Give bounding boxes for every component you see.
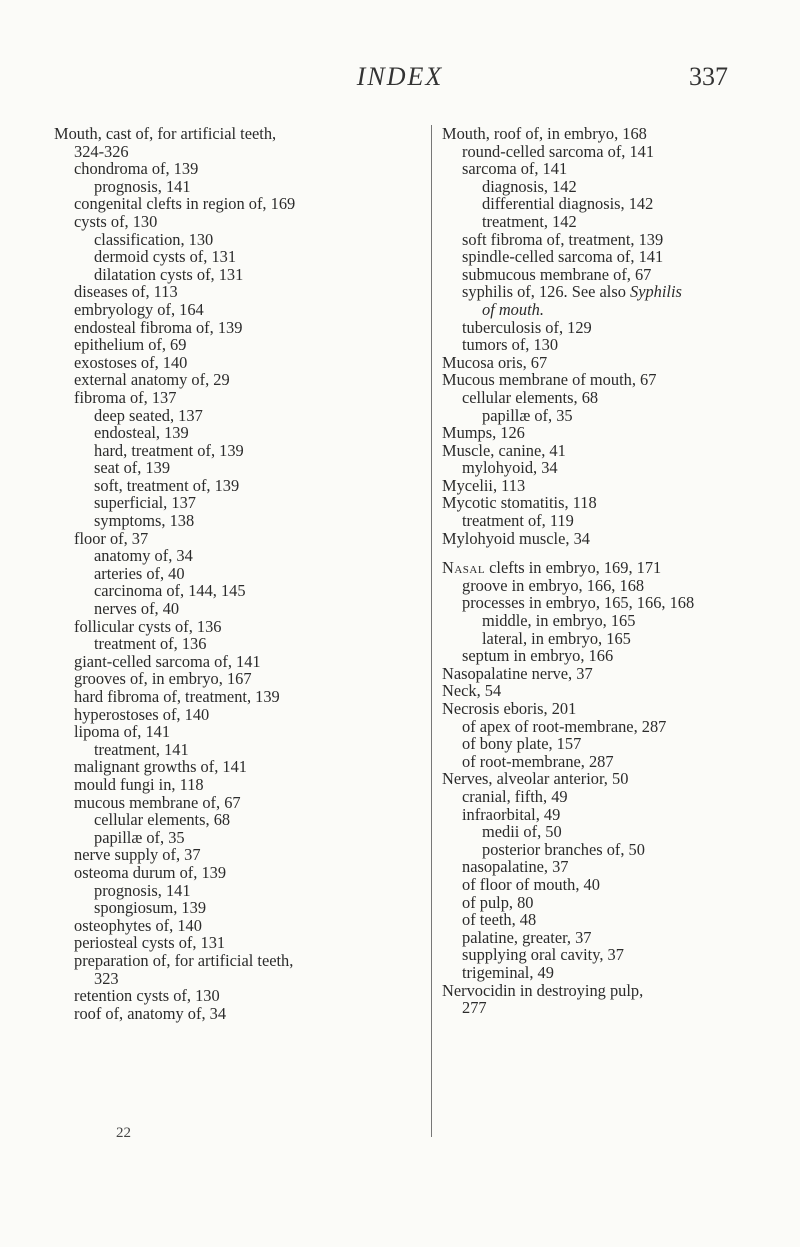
entry-text: Nervocidin in destroying pulp,	[442, 980, 644, 1000]
entry-text: treatment of, 136	[94, 634, 207, 654]
entry-text: of teeth, 48	[462, 910, 537, 930]
index-entry	[54, 530, 430, 548]
entry-text: Mumps, 126	[442, 423, 525, 443]
index-entry	[54, 582, 430, 600]
entry-text: Nerves, alveolar anterior, 50	[442, 769, 629, 789]
index-entry	[54, 723, 430, 741]
index-entry	[54, 143, 430, 161]
entry-text: mylohyoid, 34	[462, 458, 558, 478]
index-entry	[442, 577, 742, 595]
page-header	[0, 62, 800, 102]
index-entry	[442, 788, 742, 806]
entry-text: 277	[462, 998, 487, 1018]
index-entry	[54, 794, 430, 812]
index-entry	[54, 934, 430, 952]
index-entry	[54, 283, 430, 301]
entry-text: differential diagnosis, 142	[482, 194, 654, 214]
index-entry	[54, 899, 430, 917]
index-entry	[54, 178, 430, 196]
index-entry	[54, 512, 430, 530]
index-entry	[442, 354, 742, 372]
entry-text: Mycotic stomatitis, 118	[442, 493, 597, 513]
index-entry	[442, 647, 742, 665]
entry-text: Nasopalatine nerve, 37	[442, 663, 593, 683]
index-column-left	[54, 125, 430, 1022]
entry-text: cysts of, 130	[74, 211, 158, 231]
index-entry	[442, 630, 742, 648]
entry-text: cranial, fifth, 49	[462, 786, 568, 806]
index-entry	[54, 600, 430, 618]
entry-text: palatine, greater, 37	[462, 927, 592, 947]
index-entry	[54, 829, 430, 847]
entry-text: exostoses of, 140	[74, 352, 188, 372]
entry-text: syphilis of, 126. See also	[462, 282, 630, 302]
entry-text: Necrosis eboris, 201	[442, 699, 577, 718]
index-entry	[54, 688, 430, 706]
index-entry	[442, 389, 742, 407]
entry-text: fibroma of, 137	[74, 387, 177, 407]
entry-text: tuberculosis of, 129	[462, 317, 592, 337]
index-entry	[442, 718, 742, 736]
entry-text: treatment of, 119	[462, 511, 574, 531]
index-entry	[442, 512, 742, 530]
entry-text: osteoma durum of, 139	[74, 862, 227, 882]
index-entry	[54, 389, 430, 407]
index-entry	[442, 125, 742, 143]
entry-text: hard fibroma of, treatment, 139	[74, 687, 280, 706]
entry-text: Mouth, cast of, for artificial teeth,	[54, 124, 277, 143]
index-entry	[442, 682, 742, 700]
entry-text: Mucous membrane of mouth, 67	[442, 370, 657, 390]
entry-text: prognosis, 141	[94, 176, 191, 196]
index-entry	[442, 823, 742, 841]
entry-text: of pulp, 80	[462, 892, 534, 912]
running-title: INDEX	[356, 62, 444, 91]
index-entry	[442, 530, 742, 548]
index-entry	[54, 952, 430, 970]
index-entry	[54, 336, 430, 354]
entry-text: retention cysts of, 130	[74, 986, 220, 1006]
index-entry	[442, 143, 742, 161]
index-entry	[54, 547, 430, 565]
index-entry	[442, 459, 742, 477]
entry-text: infraorbital, 49	[462, 804, 561, 824]
entry-text: groove in embryo, 166, 168	[462, 575, 645, 595]
index-entry	[54, 706, 430, 724]
entry-text: seat of, 139	[94, 458, 171, 478]
entry-text: giant-celled sarcoma of, 141	[74, 651, 261, 671]
index-entry	[442, 319, 742, 337]
entry-text: grooves of, in embryo, 167	[74, 669, 252, 689]
entry-text: sarcoma of, 141	[462, 159, 568, 179]
entry-text: trigeminal, 49	[462, 962, 554, 982]
entry-text: hyperostoses of, 140	[74, 704, 210, 724]
entry-text: floor of, 37	[74, 528, 149, 548]
index-column-right	[442, 125, 742, 1017]
index-entry	[442, 964, 742, 982]
index-entry	[442, 982, 742, 1000]
entry-text: anatomy of, 34	[94, 546, 193, 566]
entry-text: septum in embryo, 166	[462, 646, 614, 666]
index-entry	[54, 248, 430, 266]
index-entry	[54, 213, 430, 231]
entry-text: clefts in embryo, 169, 171	[485, 558, 662, 578]
index-entry	[442, 407, 742, 425]
entry-text: nerves of, 40	[94, 599, 180, 619]
entry-text: congenital clefts in region of, 169	[74, 194, 296, 214]
signature-mark: 22	[116, 1125, 131, 1141]
entry-text: follicular cysts of, 136	[74, 616, 222, 636]
index-entry	[54, 846, 430, 864]
entry-text: epithelium of, 69	[74, 335, 187, 355]
index-entry	[54, 917, 430, 935]
entry-text: soft fibroma of, treatment, 139	[462, 229, 664, 249]
entry-text: spongiosum, 139	[94, 898, 207, 918]
page-number: 337	[689, 62, 728, 91]
index-entry	[442, 160, 742, 178]
entry-text: superficial, 137	[94, 493, 196, 513]
index-entry	[54, 424, 430, 442]
index-entry	[442, 911, 742, 929]
index-entry	[442, 195, 742, 213]
index-entry	[442, 594, 742, 612]
entry-text: spindle-celled sarcoma of, 141	[462, 247, 664, 267]
index-entry	[442, 753, 742, 771]
entry-text: dermoid cysts of, 131	[94, 247, 237, 267]
index-entry	[54, 1005, 430, 1023]
index-entry	[54, 301, 430, 319]
entry-text: cellular elements, 68	[462, 387, 599, 407]
index-entry	[54, 635, 430, 653]
entry-text: diseases of, 113	[74, 282, 178, 302]
index-entry	[54, 459, 430, 477]
entry-text: symptoms, 138	[94, 511, 195, 531]
index-entry	[442, 442, 742, 460]
index-entry	[54, 811, 430, 829]
entry-text: middle, in embryo, 165	[482, 611, 636, 631]
entry-text: Neck, 54	[442, 681, 502, 701]
entry-text: Mylohyoid muscle, 34	[442, 528, 590, 548]
index-entry	[442, 770, 742, 788]
index-entry	[54, 776, 430, 794]
entry-text: periosteal cysts of, 131	[74, 933, 226, 953]
index-entry	[54, 371, 430, 389]
entry-text: 323	[94, 968, 119, 988]
index-entry	[442, 999, 742, 1017]
entry-text: lipoma of, 141	[74, 722, 171, 742]
entry-text: of floor of mouth, 40	[462, 874, 600, 894]
entry-cross-reference: of mouth.	[482, 299, 544, 319]
entry-text: round-celled sarcoma of, 141	[462, 141, 655, 161]
index-entry	[442, 806, 742, 824]
entry-text: treatment, 141	[94, 739, 189, 759]
index-entry	[442, 283, 742, 301]
index-entry	[54, 882, 430, 900]
index-entry	[442, 336, 742, 354]
entry-text: of bony plate, 157	[462, 734, 582, 754]
index-entry	[442, 894, 742, 912]
index-entry	[442, 213, 742, 231]
entry-text: nerve supply of, 37	[74, 845, 201, 865]
entry-text: tumors of, 130	[462, 335, 559, 355]
index-entry	[54, 670, 430, 688]
entry-text: mucous membrane of, 67	[74, 792, 241, 812]
index-entry	[442, 477, 742, 495]
entry-text: deep seated, 137	[94, 405, 203, 425]
entry-text: papillæ of, 35	[482, 405, 573, 425]
entry-text: submucous membrane of, 67	[462, 264, 652, 284]
index-entry	[54, 741, 430, 759]
index-entry	[54, 442, 430, 460]
entry-text: external anatomy of, 29	[74, 370, 230, 390]
entry-text: of root-membrane, 287	[462, 751, 614, 771]
entry-text: malignant growths of, 141	[74, 757, 247, 777]
index-entry	[442, 735, 742, 753]
index-entry	[54, 494, 430, 512]
index-entry	[442, 858, 742, 876]
index-entry	[54, 231, 430, 249]
index-entry	[54, 354, 430, 372]
entry-text: medii of, 50	[482, 822, 562, 842]
index-entry	[54, 970, 430, 988]
entry-text: soft, treatment of, 139	[94, 475, 240, 495]
index-entry	[442, 841, 742, 859]
entry-text: cellular elements, 68	[94, 810, 231, 830]
entry-text: chondroma of, 139	[74, 159, 199, 179]
index-entry	[442, 494, 742, 512]
entry-text: Mucosa oris, 67	[442, 352, 548, 372]
index-entry	[442, 371, 742, 389]
entry-text: of apex of root-membrane, 287	[462, 716, 667, 736]
index-entry	[442, 178, 742, 196]
entry-text: Mouth, roof of, in embryo, 168	[442, 124, 647, 143]
index-entry	[442, 665, 742, 683]
entry-text: arteries of, 40	[94, 563, 185, 583]
entry-text: nasopalatine, 37	[462, 857, 569, 877]
entry-text: endosteal fibroma of, 139	[74, 317, 243, 337]
index-entry	[54, 160, 430, 178]
index-entry	[54, 407, 430, 425]
entry-text: osteophytes of, 140	[74, 915, 202, 935]
entry-cross-reference: Syphilis	[630, 282, 682, 302]
entry-text: 324-326	[74, 141, 129, 161]
entry-text: processes in embryo, 165, 166, 168	[462, 593, 695, 613]
entry-text: mould fungi in, 118	[74, 774, 204, 794]
column-divider	[431, 125, 432, 1137]
index-entry	[54, 477, 430, 495]
index-entry	[54, 565, 430, 583]
entry-text: diagnosis, 142	[482, 176, 577, 196]
index-entry	[442, 248, 742, 266]
index-entry	[442, 559, 742, 577]
index-entry	[442, 929, 742, 947]
entry-text: treatment, 142	[482, 211, 577, 231]
index-entry	[54, 266, 430, 284]
index-entry	[442, 946, 742, 964]
index-entry	[442, 876, 742, 894]
entry-text: endosteal, 139	[94, 423, 189, 443]
index-entry	[54, 758, 430, 776]
entry-text: classification, 130	[94, 229, 214, 249]
entry-text: posterior branches of, 50	[482, 839, 645, 859]
index-entry	[54, 653, 430, 671]
index-entry	[54, 864, 430, 882]
entry-text: supplying oral cavity, 37	[462, 945, 624, 965]
index-entry	[54, 987, 430, 1005]
entry-text: prognosis, 141	[94, 880, 191, 900]
index-entry	[54, 618, 430, 636]
index-entry	[442, 301, 742, 319]
index-entry	[442, 700, 742, 718]
entry-text: dilatation cysts of, 131	[94, 264, 244, 284]
index-entry	[442, 612, 742, 630]
entry-text: Muscle, canine, 41	[442, 440, 566, 460]
entry-text: preparation of, for artificial teeth,	[74, 950, 294, 970]
entry-text: papillæ of, 35	[94, 827, 185, 847]
index-entry	[54, 319, 430, 337]
entry-text: roof of, anatomy of, 34	[74, 1003, 227, 1023]
index-entry	[54, 195, 430, 213]
index-entry	[54, 125, 430, 143]
entry-heading-word: Nasal	[442, 558, 486, 578]
entry-text: lateral, in embryo, 165	[482, 628, 631, 648]
entry-text: Mycelii, 113	[442, 475, 526, 495]
entry-text: carcinoma of, 144, 145	[94, 581, 246, 601]
index-entry	[442, 231, 742, 249]
index-entry	[442, 266, 742, 284]
entry-text: embryology of, 164	[74, 299, 204, 319]
index-entry	[442, 424, 742, 442]
entry-text: hard, treatment of, 139	[94, 440, 244, 460]
